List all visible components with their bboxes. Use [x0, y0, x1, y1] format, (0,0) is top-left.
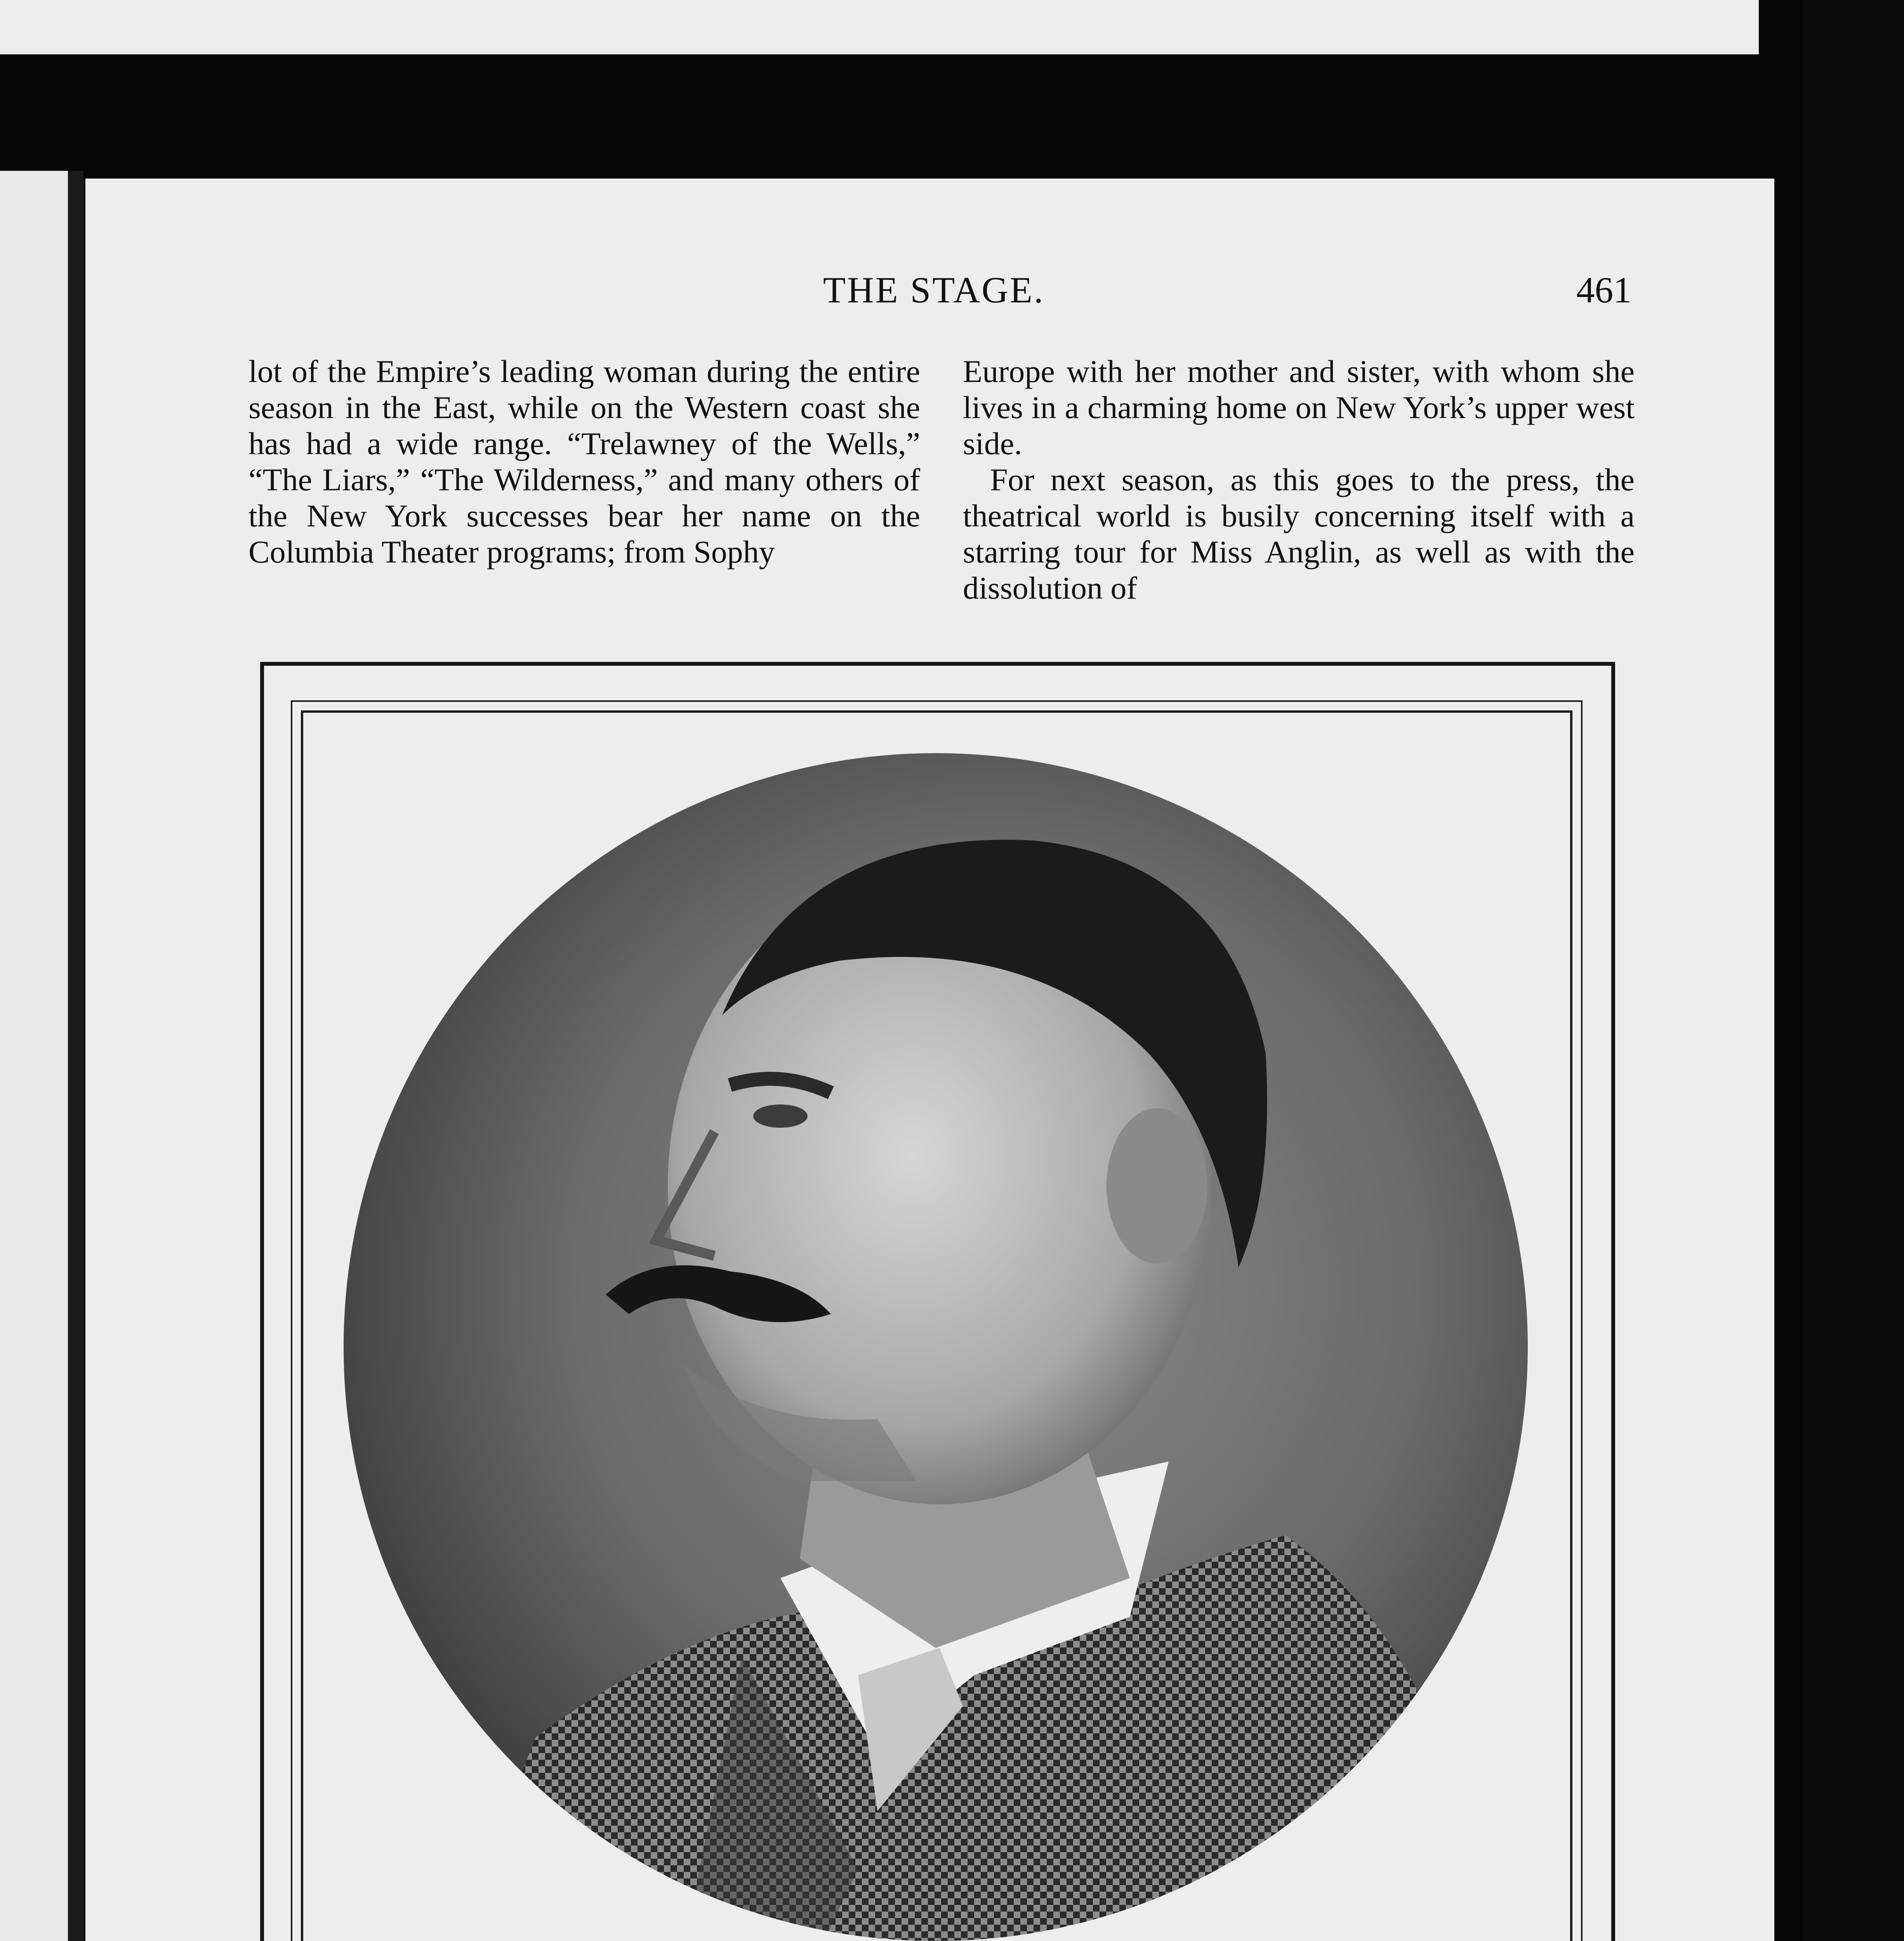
column-top-right — [963, 353, 1635, 606]
scanner-background — [1803, 0, 1904, 1941]
previous-page-strip — [0, 0, 1759, 54]
page-number: 461 — [1576, 269, 1632, 311]
running-title: THE STAGE. — [823, 269, 1045, 311]
running-head — [85, 269, 1774, 315]
magazine-page — [85, 179, 1774, 1941]
left-page-edge — [0, 171, 68, 1941]
paragraph: For next season, as this goes to the press, the theatrical world is busily concerning itself with a starring tour for Miss Anglin, as well as with the dissolution of — [963, 462, 1635, 606]
paragraph: lot of the Empire’s leading woman during the entire season in the East, while on the Western coast she has had a wide range. “Trelawney of the Wells,” “The Liars,” “The Wilderness,” and many others of the New York successes bear her name on the Columbia Theater programs; from Sophy — [248, 354, 920, 569]
page-gutter-shadow — [68, 171, 83, 1941]
portrait-photo — [334, 743, 1537, 1941]
column-top-left — [248, 353, 920, 570]
paragraph: Europe with her mother and sister, with whom she lives in a charming home on New York’s upper west side. — [963, 354, 1635, 461]
